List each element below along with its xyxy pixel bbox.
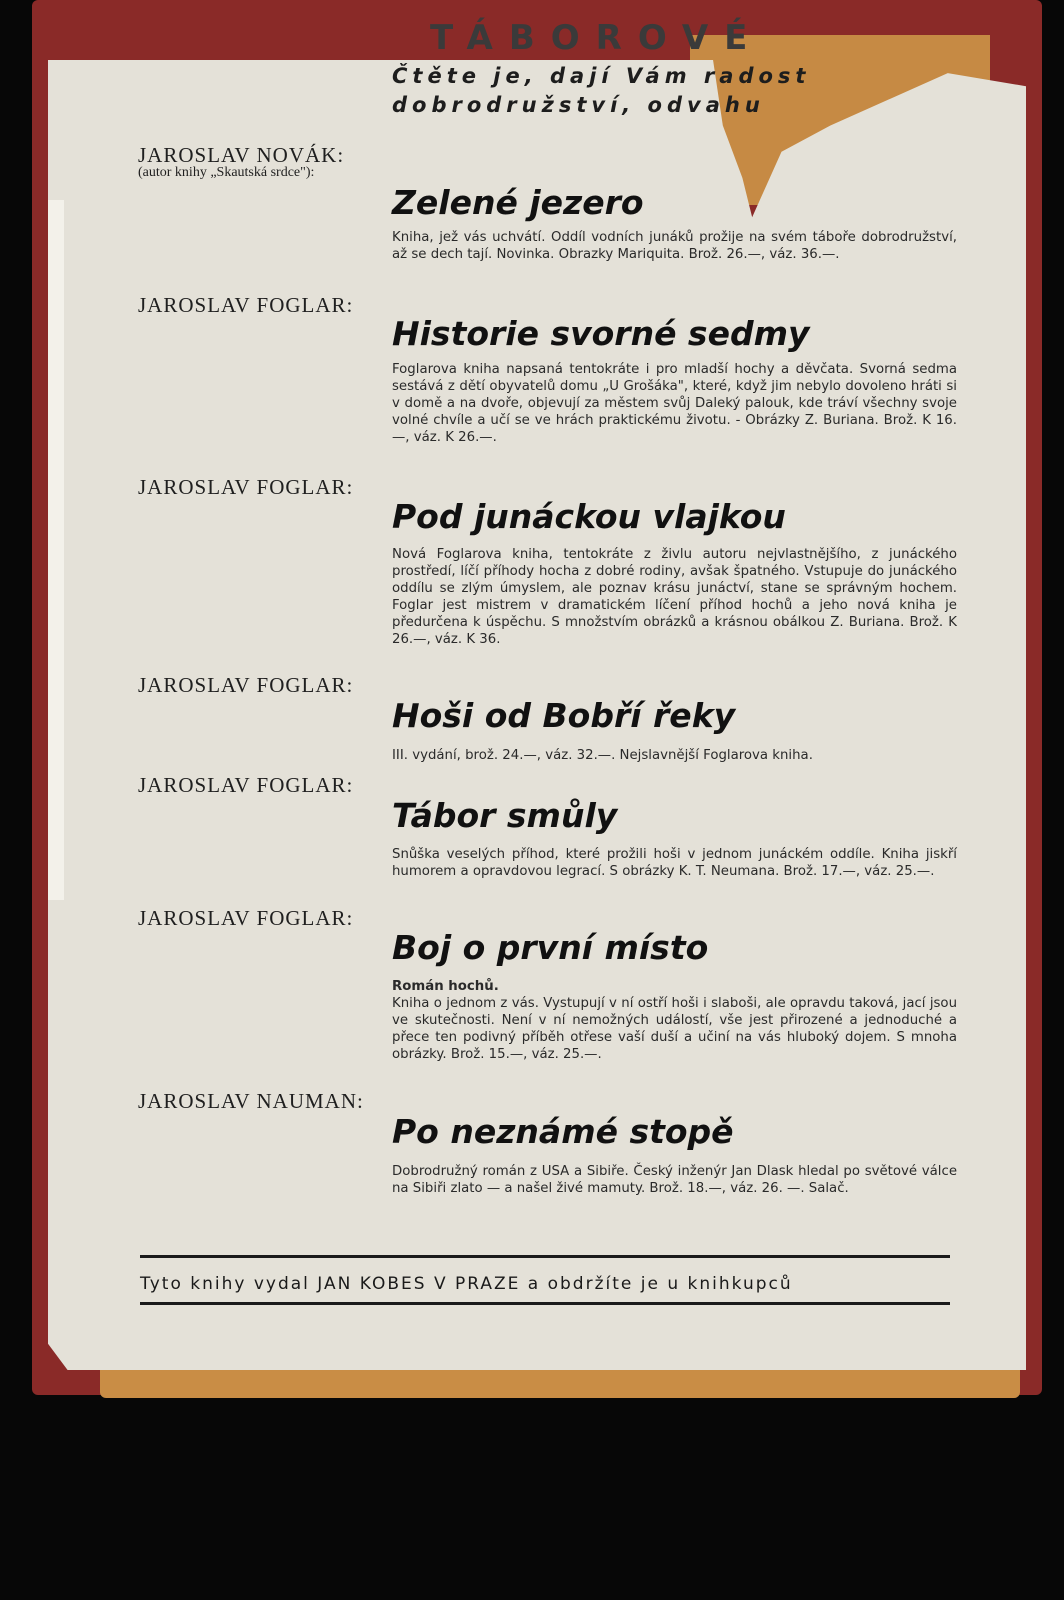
series-title: TÁBOROVÉ: [430, 18, 764, 58]
book-author: JAROSLAV FOGLAR:: [138, 475, 354, 499]
book-author: JAROSLAV NOVÁK:: [138, 143, 345, 167]
book-title: Po neznámé stopě: [392, 1112, 734, 1151]
book-description: III. vydání, brož. 24.—, váz. 32.—. Nejslavnější Foglarova kniha.: [392, 748, 813, 763]
book-description: Dobrodružný román z USA a Sibiře. Český inženýr Jan Dlask hledal po světové válce na Sibiři zlato — a našel živé mamuty. Brož. 18.—, váz. 26. —. Salač.: [392, 1164, 957, 1196]
book-author: JAROSLAV FOGLAR:: [138, 773, 354, 797]
publisher-line: Tyto knihy vydal JAN KOBES V PRAZE a obdržíte je u knihkupců: [140, 1274, 793, 1294]
book-description: Nová Foglarova kniha, tentokráte z živlu autoru nejvlastnějšího, z junáckého prostředí, líčí příhody hocha z dobré rodiny, avšak špatného. Vstupuje do junáckého oddílu se zlým úmyslem, ale poznav krásu junáctví, stane se správným hochem. Foglar jest mistrem v dramatickém líčení příhod hochů a jeho nová kniha je předurčena k úspěchu. S množstvím obrázků a krásnou obálkou Z. Buriana. Brož. K 26.—, váz. K 36.: [392, 547, 957, 647]
divider-top: [140, 1255, 950, 1258]
book-description: Kniha, jež vás uchvátí. Oddíl vodních junáků prožije na svém táboře dobrodružství, až se dech tají. Novinka. Obrazky Mariquita. Brož. 26.—, váz. 36.—.: [392, 230, 957, 262]
book-author: JAROSLAV FOGLAR:: [138, 906, 354, 930]
book-title: Zelené jezero: [392, 183, 644, 222]
book-author: JAROSLAV NAUMAN:: [138, 1089, 364, 1113]
header-line-2: dobrodružství, odvahu: [392, 93, 765, 117]
book-title: Pod junáckou vlajkou: [392, 497, 786, 536]
book-description: Snůška veselých příhod, které prožili hoši v jednom junáckém oddíle. Kniha jiskří humorem a opravdovou legrací. S obrázky K. T. Neumana. Brož. 17.—, váz. 25.—.: [392, 847, 957, 879]
author-note: (autor knihy „Skautská srdce"):: [138, 165, 315, 180]
book-subtitle: Román hochů.: [392, 979, 499, 994]
book-title: Tábor smůly: [392, 796, 618, 835]
book-author: JAROSLAV FOGLAR:: [138, 673, 354, 697]
book-description: [392, 978, 957, 1063]
book-description-text: Kniha o jednom z vás. Vystupují v ní ostří hoši i slaboši, ale opravdu taková, jací jsou ve skutečnosti. Není v ní nemožných událostí, vše jest přirozené a jednoduché a přece ten podivný příběh otřese vaší duší a učiní na vás hluboký dojem. S mnoha obrázky. Brož. 15.—, váz. 25.—.: [392, 996, 957, 1062]
book-title: Historie svorné sedmy: [392, 314, 810, 353]
book-title: Hoši od Bobří řeky: [392, 696, 736, 735]
book-description: Foglarova kniha napsaná tentokráte i pro mladší hochy a děvčata. Svorná sedma sestává z dětí obyvatelů domu „U Grošáka", které, když jim nebylo dovoleno hráti si v domě a na dvoře, objevují za městem svůj Daleký palouk, kde tráví všechny svoje volné chvíle a učí se ve hrách praktickému životu. - Obrázky Z. Buriana. Brož. K 16.—, váz. K 26.—.: [392, 362, 957, 445]
header-line-1: Čtěte je, dají Vám radost: [392, 64, 811, 88]
book-title: Boj o první místo: [392, 928, 709, 967]
book-author: JAROSLAV FOGLAR:: [138, 293, 354, 317]
divider-bottom: [140, 1302, 950, 1305]
